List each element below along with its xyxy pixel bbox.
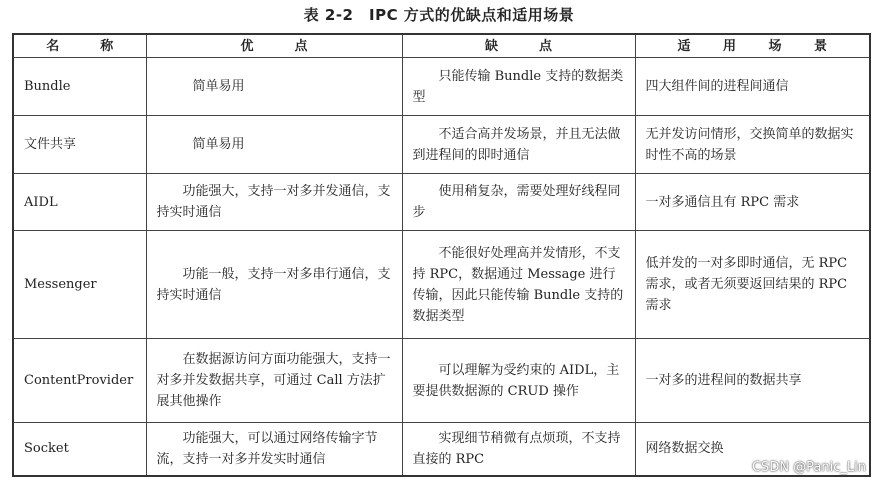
ipc-comparison-table	[12, 33, 871, 477]
watermark: CSDN @Panic_Lin	[751, 460, 866, 475]
cell-name: Bundle	[13, 58, 146, 116]
cell-scenario: 一对多通信且有 RPC 需求	[635, 174, 870, 231]
cell-scenario: 低并发的一对多即时通信，无 RPC 需求，或者无须要返回结果的 RPC 需求	[635, 231, 870, 339]
table-row	[13, 116, 870, 174]
cell-advantages: 功能强大，可以通过网络传输字节流，支持一对多并发实时通信	[146, 423, 402, 476]
cell-name: AIDL	[13, 174, 146, 231]
cell-advantages: 在数据源访问方面功能强大，支持一对多并发数据共享，可通过 Call 方法扩展其他操作	[146, 339, 402, 423]
cell-disadvantages: 不适合高并发场景，并且无法做到进程间的即时通信	[402, 116, 635, 174]
header-scenario: 适 用 场 景	[635, 34, 870, 58]
cell-name: Messenger	[13, 231, 146, 339]
cell-name: ContentProvider	[13, 339, 146, 423]
table-row	[13, 231, 870, 339]
table-row	[13, 58, 870, 116]
cell-advantages: 简单易用	[146, 116, 402, 174]
header-advantages: 优 点	[146, 34, 402, 58]
table-row	[13, 423, 870, 476]
cell-name: Socket	[13, 423, 146, 476]
cell-disadvantages: 使用稍复杂，需要处理好线程同步	[402, 174, 635, 231]
table-row	[13, 174, 870, 231]
cell-scenario: 网络数据交换	[635, 423, 870, 476]
cell-advantages: 功能强大，支持一对多并发通信，支持实时通信	[146, 174, 402, 231]
cell-disadvantages: 可以理解为受约束的 AIDL，主要提供数据源的 CRUD 操作	[402, 339, 635, 423]
table-row	[13, 339, 870, 423]
table-caption: 表 2-2 IPC 方式的优缺点和适用场景	[303, 6, 575, 24]
cell-advantages: 功能一般，支持一对多串行通信，支持实时通信	[146, 231, 402, 339]
cell-scenario: 无并发访问情形，交换简单的数据实时性不高的场景	[635, 116, 870, 174]
header-name: 名 称	[13, 34, 146, 58]
cell-advantages: 简单易用	[146, 58, 402, 116]
cell-disadvantages: 实现细节稍微有点烦琐，不支持直接的 RPC	[402, 423, 635, 476]
header-disadvantages: 缺 点	[402, 34, 635, 58]
cell-disadvantages: 只能传输 Bundle 支持的数据类型	[402, 58, 635, 116]
cell-name: 文件共享	[13, 116, 146, 174]
table-header-row	[13, 34, 870, 58]
cell-scenario: 一对多的进程间的数据共享	[635, 339, 870, 423]
cell-disadvantages: 不能很好处理高并发情形，不支持 RPC，数据通过 Message 进行传输，因此只能传输 Bundle 支持的数据类型	[402, 231, 635, 339]
cell-scenario: 四大组件间的进程间通信	[635, 58, 870, 116]
